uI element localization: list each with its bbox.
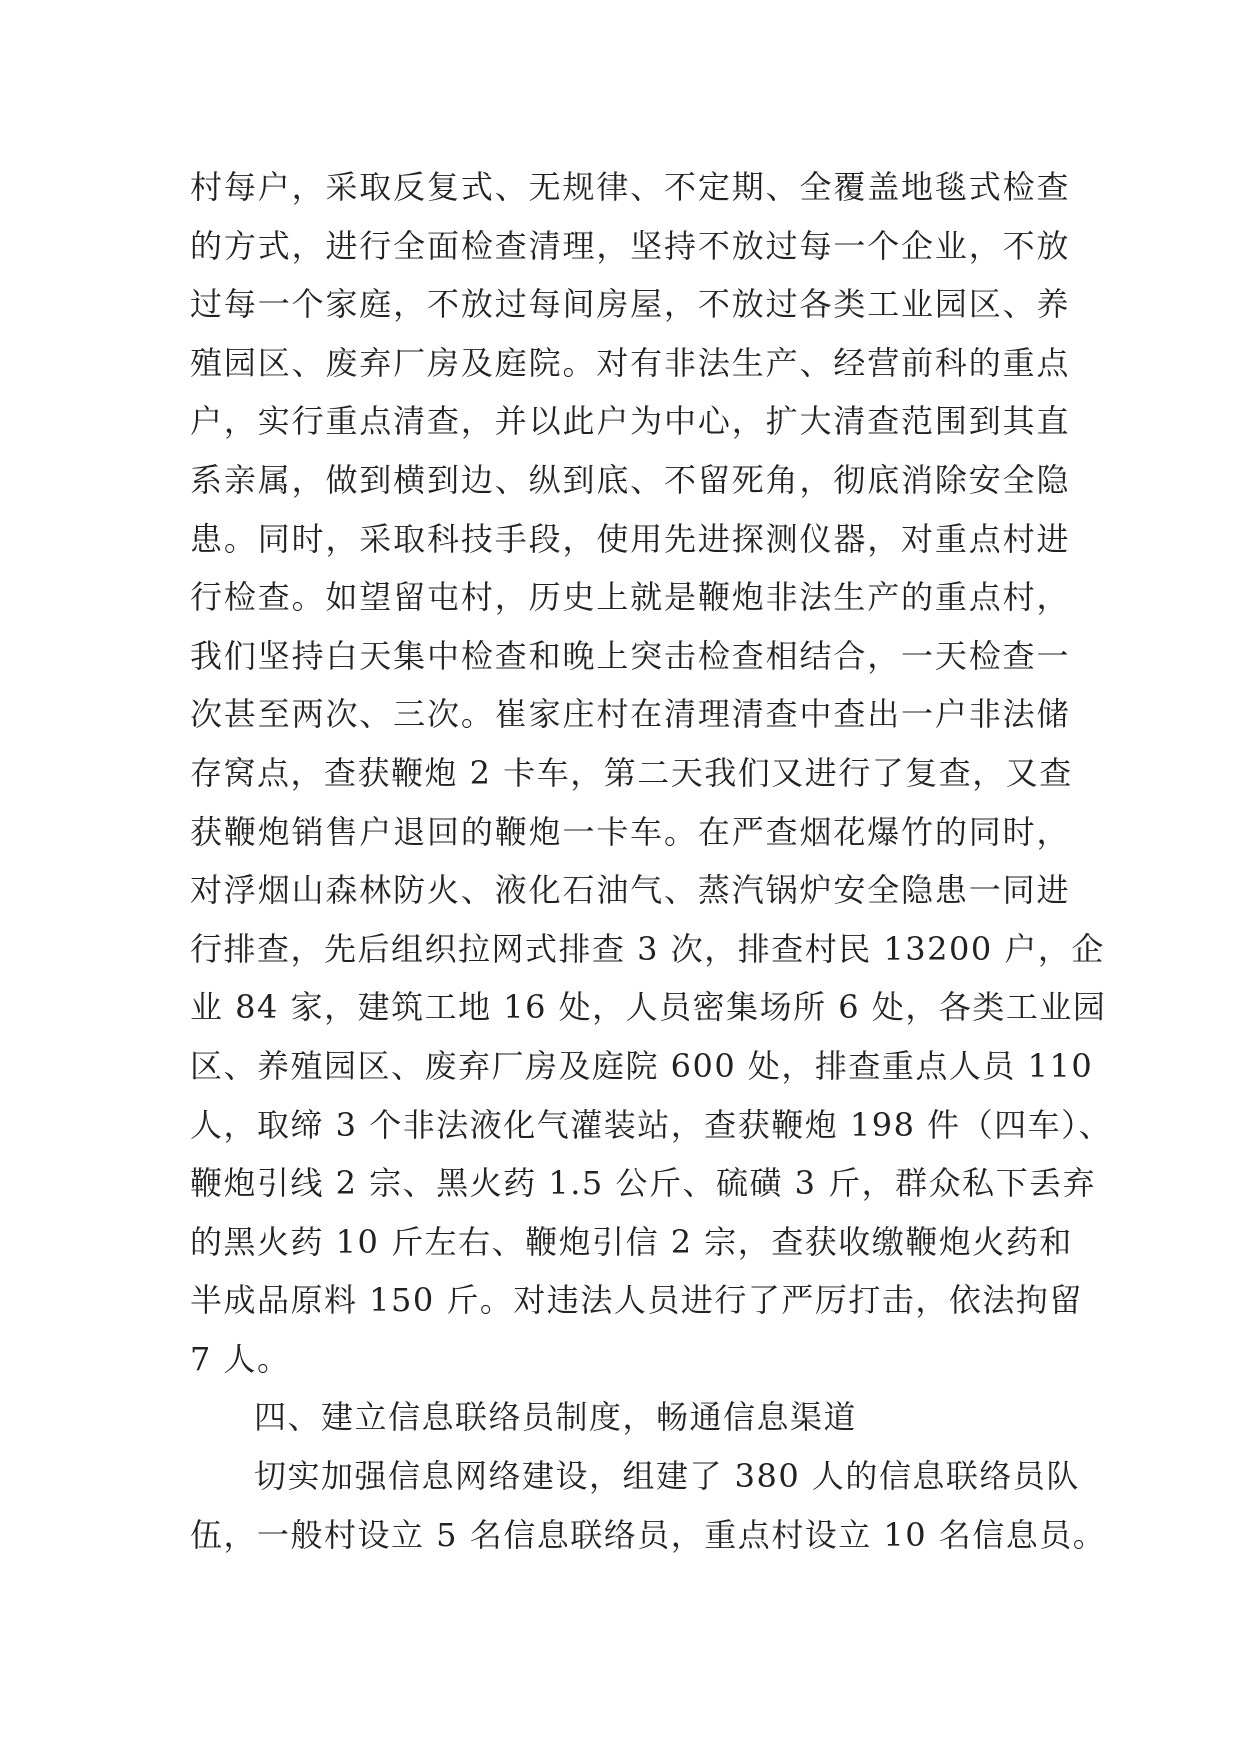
text-line: 对浮烟山森林防火、液化石油气、蒸汽锅炉安全隐患一同进 [190, 871, 1070, 910]
text-line: 获鞭炮销售户退回的鞭炮一卡车。在严查烟花爆竹的同时， [190, 812, 1070, 851]
text-line: 过每一个家庭，不放过每间房屋，不放过各类工业园区、养 [190, 285, 1070, 324]
text-line: 的黑火药 10 斤左右、鞭炮引信 2 宗，查获收缴鞭炮火药和 [190, 1222, 1073, 1261]
text-line: 切实加强信息网络建设，组建了 380 人的信息联络员队 [254, 1457, 1080, 1496]
text-line: 的方式，进行全面检查清理，坚持不放过每一个企业，不放 [190, 226, 1070, 265]
text-line: 患。同时，采取科技手段，使用先进探测仪器，对重点村进 [190, 519, 1070, 558]
text-line: 系亲属，做到横到边、纵到底、不留死角，彻底消除安全隐 [190, 460, 1070, 499]
text-line: 伍，一般村设立 5 名信息联络员，重点村设立 10 名信息员。 [190, 1515, 1107, 1554]
text-line: 7 人。 [190, 1339, 291, 1378]
text-line: 鞭炮引线 2 宗、黑火药 1.5 公斤、硫磺 3 斤，群众私下丢弃 [190, 1164, 1097, 1203]
text-line: 行排查，先后组织拉网式排查 3 次，排查村民 13200 户，企 [190, 929, 1105, 968]
text-line: 存窝点，查获鞭炮 2 卡车，第二天我们又进行了复查，又查 [190, 753, 1073, 792]
text-line: 区、养殖园区、废弃厂房及庭院 600 处，排查重点人员 110 [190, 1046, 1094, 1085]
text-line: 行检查。如望留屯村，历史上就是鞭炮非法生产的重点村， [190, 578, 1070, 617]
text-line: 四、建立信息联络员制度，畅通信息渠道 [254, 1398, 858, 1437]
text-line: 业 84 家，建筑工地 16 处，人员密集场所 6 处，各类工业园 [190, 988, 1107, 1027]
document-body [190, 158, 1113, 1564]
text-line: 半成品原料 150 斤。对违法人员进行了严厉打击，依法拘留 [190, 1281, 1083, 1320]
text-line: 户，实行重点清查，并以此户为中心，扩大清查范围到其直 [190, 402, 1070, 441]
text-line: 殖园区、废弃厂房及庭院。对有非法生产、经营前科的重点 [190, 343, 1070, 382]
text-line: 村每户，采取反复式、无规律、不定期、全覆盖地毯式检查 [190, 168, 1070, 206]
text-line: 次甚至两次、三次。崔家庄村在清理清查中查出一户非法储 [190, 695, 1070, 734]
text-line: 人，取缔 3 个非法液化气灌装站，查获鞭炮 198 件（四车）、 [190, 1105, 1113, 1144]
text-line: 我们坚持白天集中检查和晚上突击检查相结合，一天检查一 [190, 636, 1070, 675]
